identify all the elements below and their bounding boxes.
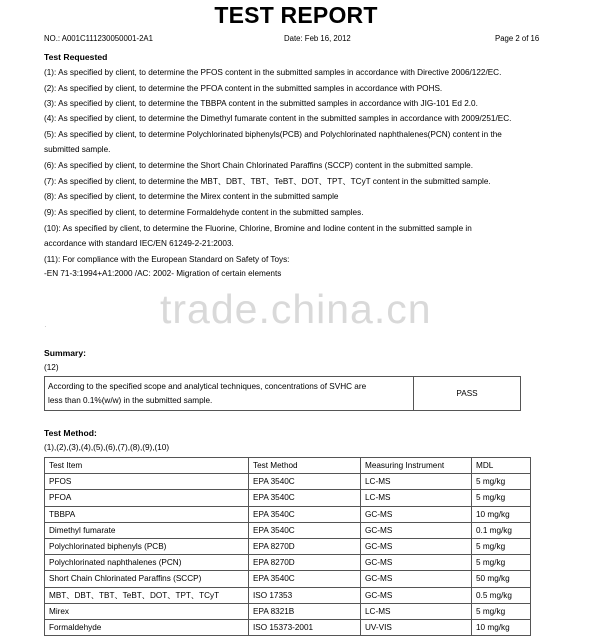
table-cell: Polychlorinated naphthalenes (PCN) [45, 555, 249, 571]
table-cell: Polychlorinated biphenyls (PCB) [45, 538, 249, 554]
requested-line: (9): As specified by client, to determine Formaldehyde content in the submitted samples. [44, 208, 364, 217]
summary-text-line1: According to the specified scope and analytical techniques, concentrations of SVHC are [48, 381, 367, 391]
requested-line: (11): For compliance with the European Standard on Safety of Toys: [44, 255, 290, 264]
table-cell: 5 mg/kg [472, 474, 531, 490]
table-cell: PFOA [45, 490, 249, 506]
table-cell: GC-MS [361, 555, 472, 571]
table-cell: EPA 3540C [249, 571, 361, 587]
table-cell: LC-MS [361, 490, 472, 506]
table-cell: 5 mg/kg [472, 538, 531, 554]
column-header: Test Method [249, 458, 361, 474]
table-cell: 0.1 mg/kg [472, 522, 531, 538]
summary-heading: Summary: [44, 348, 87, 358]
table-cell: EPA 3540C [249, 522, 361, 538]
table-row [45, 587, 531, 603]
requested-line: submitted sample. [44, 145, 111, 154]
table-cell: EPA 8270D [249, 538, 361, 554]
table-row [45, 522, 531, 538]
summary-text-line2: less than 0.1%(w/w) in the submitted sample. [48, 395, 213, 405]
table-cell: Formaldehyde [45, 619, 249, 635]
report-title: TEST REPORT [214, 2, 378, 28]
test-method-heading: Test Method: [44, 428, 97, 438]
table-row [45, 619, 531, 635]
table-cell: 5 mg/kg [472, 490, 531, 506]
table-row [45, 490, 531, 506]
table-cell: 5 mg/kg [472, 603, 531, 619]
table-cell: MBT、DBT、TBT、TeBT、DOT、TPT、TCyT [45, 587, 249, 603]
summary-text-cell [45, 377, 414, 411]
table-cell: Short Chain Chlorinated Paraffins (SCCP) [45, 571, 249, 587]
table-cell: EPA 3540C [249, 490, 361, 506]
table-cell: GC-MS [361, 506, 472, 522]
table-cell: GC-MS [361, 538, 472, 554]
table-row [45, 571, 531, 587]
table-cell: 5 mg/kg [472, 555, 531, 571]
page-number: Page 2 of 16 [495, 34, 540, 43]
requested-line: (1): As specified by client, to determine the PFOS content in the submitted samples in accordance with Directive 2006/122/EC. [44, 68, 502, 77]
table-body [45, 474, 531, 636]
table-cell: EPA 3540C [249, 474, 361, 490]
column-header: MDL [472, 458, 531, 474]
test-method-table [44, 457, 531, 636]
table-cell: ISO 15373-2001 [249, 619, 361, 635]
table-cell: LC-MS [361, 474, 472, 490]
requested-line: (3): As specified by client, to determine the TBBPA content in the submitted samples in accordance with JIG-101 Ed 2.0. [44, 99, 478, 108]
requested-line: (2): As specified by client, to determine the PFOA content in the submitted samples in accordance with POHS. [44, 84, 443, 93]
table-row [45, 474, 531, 490]
table-cell: GC-MS [361, 587, 472, 603]
table-row [45, 603, 531, 619]
table-cell: TBBPA [45, 506, 249, 522]
summary-table [44, 376, 521, 411]
requested-line: (5): As specified by client, to determine Polychlorinated biphenyls(PCB) and Polychlorinated naphthalenes(PCN) content in the [44, 130, 502, 139]
table-cell: Mirex [45, 603, 249, 619]
table-cell: 10 mg/kg [472, 619, 531, 635]
table-cell: LC-MS [361, 603, 472, 619]
table-cell: GC-MS [361, 571, 472, 587]
column-header: Measuring Instrument [361, 458, 472, 474]
table-row [45, 555, 531, 571]
report-date: Date: Feb 16, 2012 [284, 34, 351, 43]
requested-line: (4): As specified by client, to determine the Dimethyl fumarate content in the submitted samples in accordance with 2009/251/EC. [44, 114, 512, 123]
requested-line: accordance with standard IEC/EN 61249-2-21:2003. [44, 239, 234, 248]
test-method-refs: (1),(2),(3),(4),(5),(6),(7),(8),(9),(10) [44, 443, 170, 452]
requested-line: (7): As specified by client, to determine the MBT、DBT、TBT、TeBT、DOT、TPT、TCyT content in the submitted sample. [44, 177, 491, 186]
requested-line: (6): As specified by client, to determine the Short Chain Chlorinated Paraffins (SCCP) content in the submitted sample. [44, 161, 473, 170]
table-cell: 50 mg/kg [472, 571, 531, 587]
table-cell: EPA 3540C [249, 506, 361, 522]
requested-line: (10): As specified by client, to determine the Fluorine, Chlorine, Bromine and Iodine content in the submitted sample in [44, 224, 472, 233]
column-header: Test Item [45, 458, 249, 474]
table-cell: Dimethyl fumarate [45, 522, 249, 538]
table-cell: GC-MS [361, 522, 472, 538]
table-header-row [45, 458, 531, 474]
summary-result: PASS [414, 377, 521, 411]
faded-line-dot: · [44, 322, 47, 331]
requested-line: (8): As specified by client, to determine the Mirex content in the submitted sample [44, 192, 339, 201]
table-row [45, 506, 531, 522]
table-cell: EPA 8321B [249, 603, 361, 619]
table-cell: 0.5 mg/kg [472, 587, 531, 603]
test-requested-heading: Test Requested [44, 52, 108, 62]
summary-ref: (12) [44, 363, 59, 372]
watermark: trade.china.cn [160, 286, 432, 332]
table-cell: 10 mg/kg [472, 506, 531, 522]
report-number: NO.: A001C111230050001-2A1 [44, 34, 153, 43]
table-cell: UV-VIS [361, 619, 472, 635]
table-cell: PFOS [45, 474, 249, 490]
table-row [45, 538, 531, 554]
table-cell: EPA 8270D [249, 555, 361, 571]
table-cell: ISO 17353 [249, 587, 361, 603]
requested-line: -EN 71-3:1994+A1:2000 /AC: 2002- Migration of certain elements [44, 269, 282, 278]
